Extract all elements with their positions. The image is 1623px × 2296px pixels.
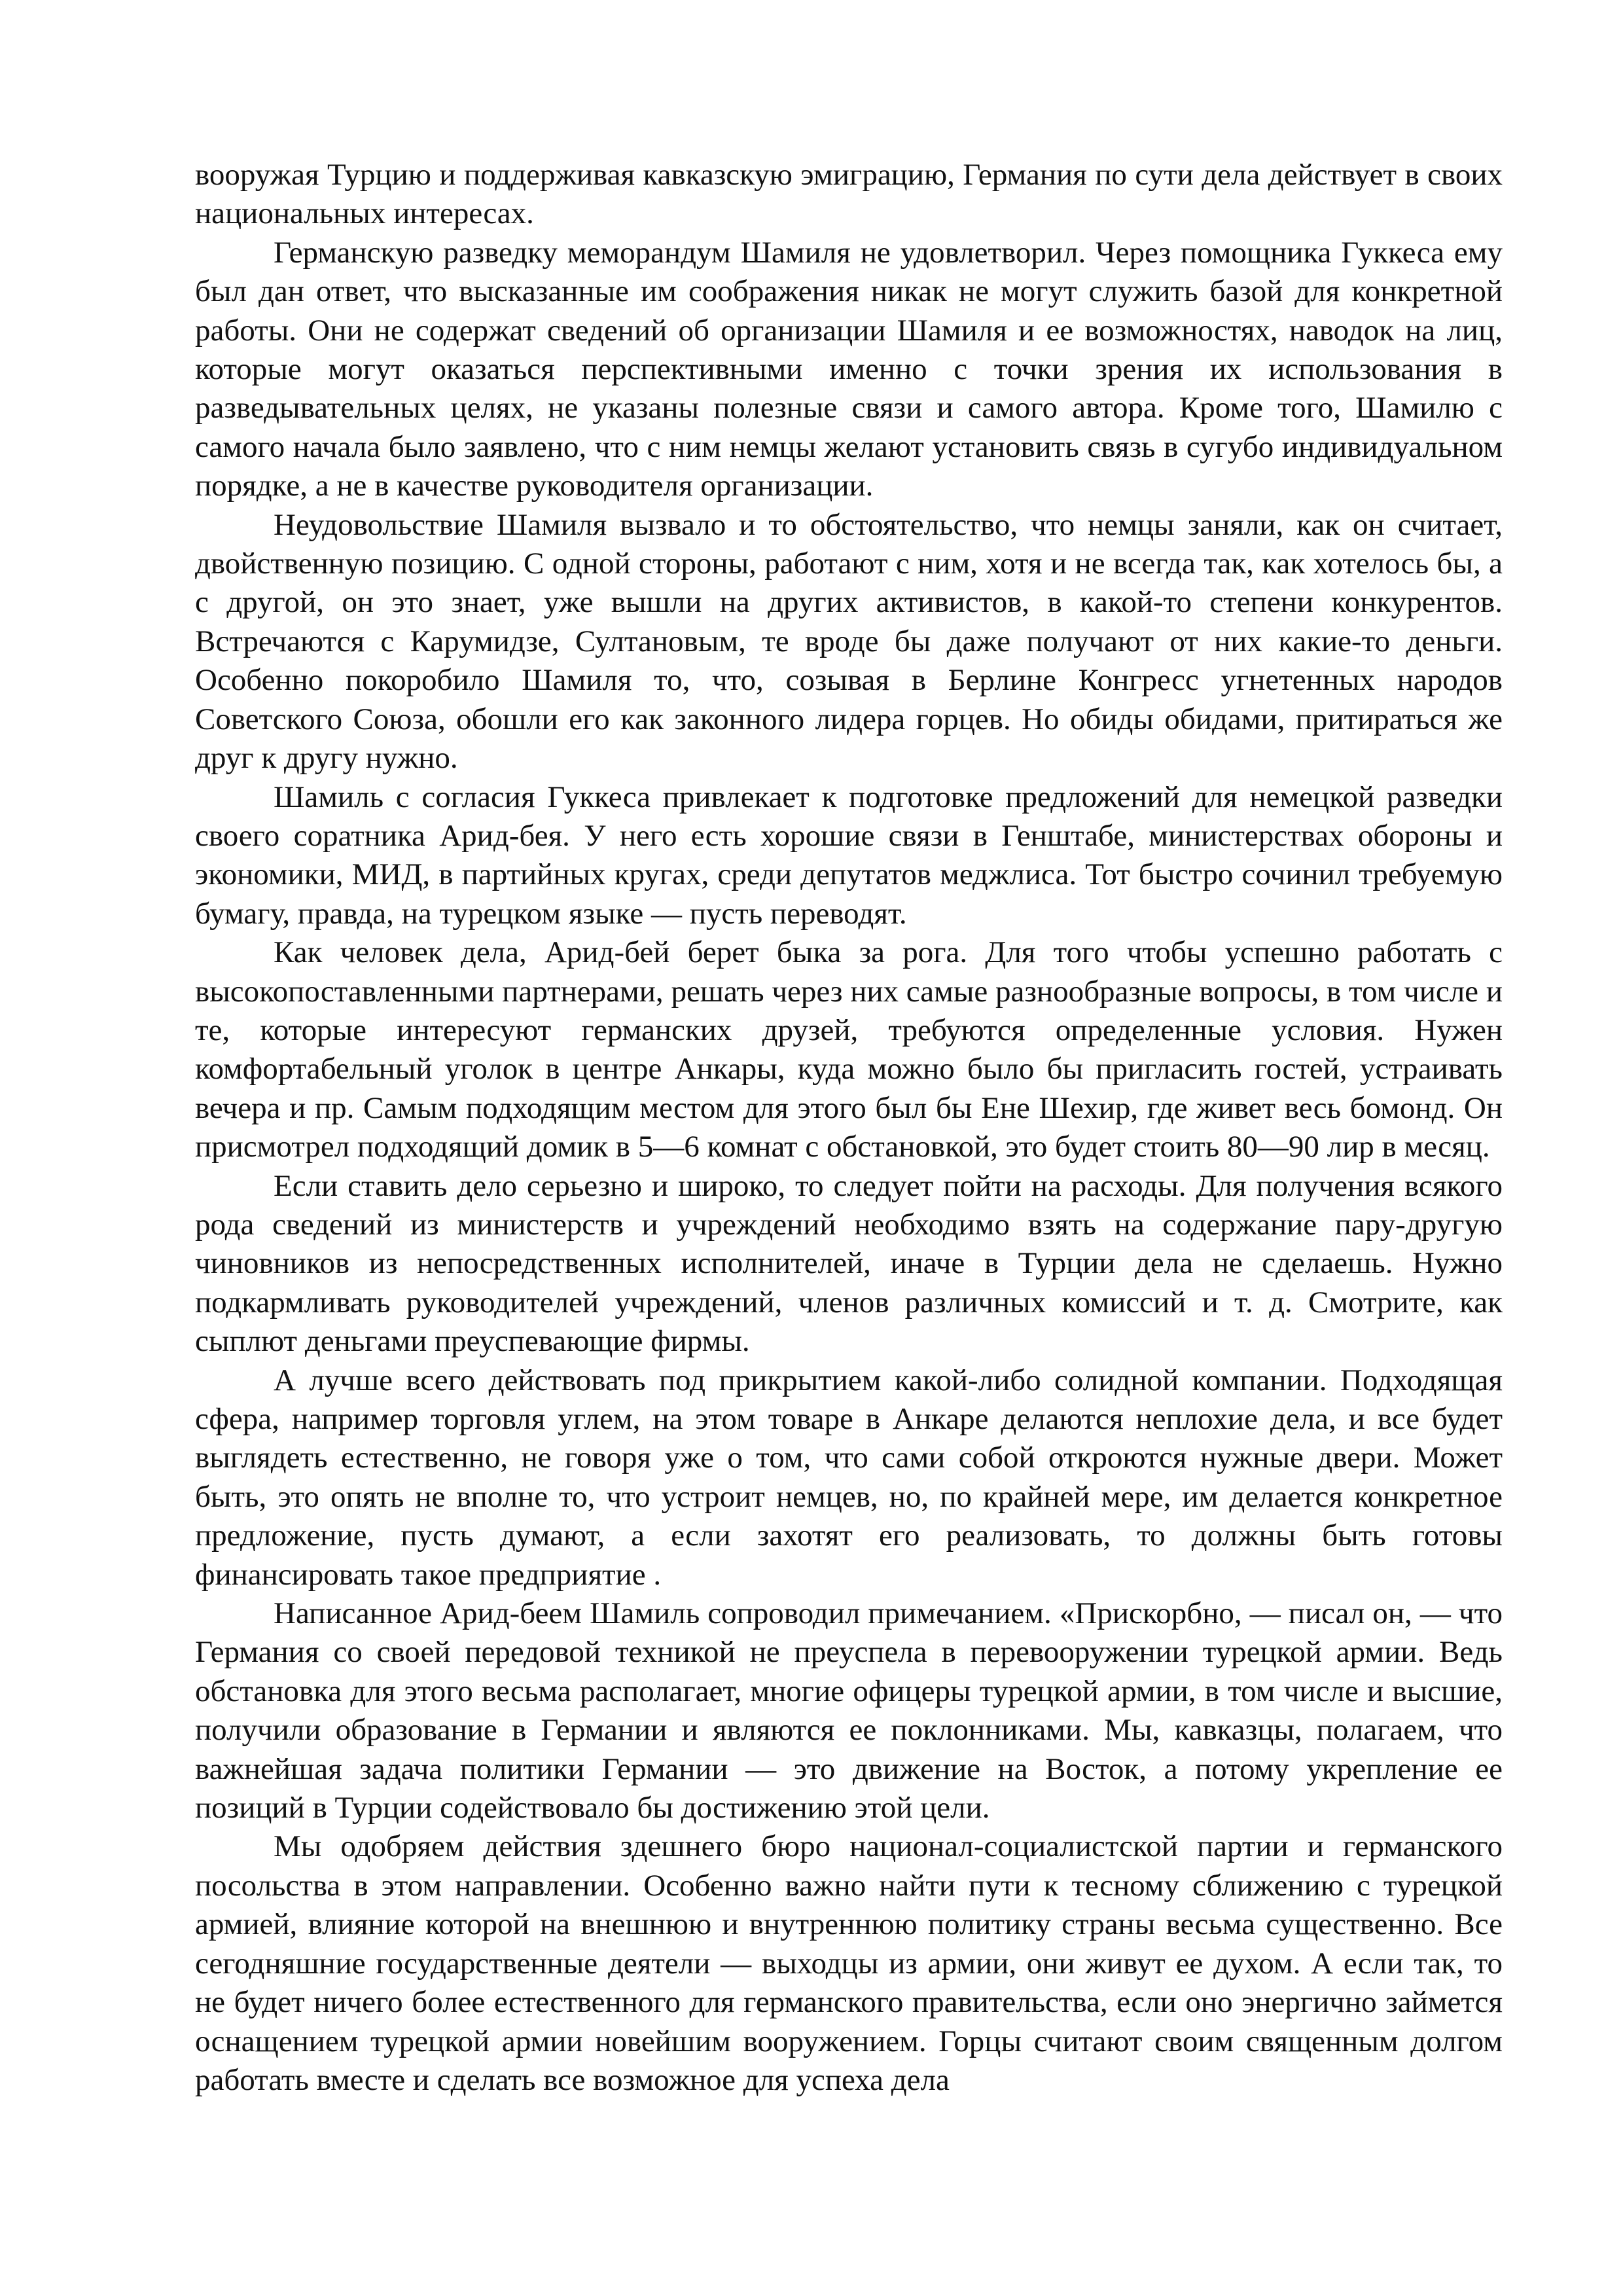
paragraph-ankara-house: Как человек дела, Арид-бей берет быка за рога. Для того чтобы успешно работать с высокопоставленными партнерами, решать через них самые разнообразные вопросы, в том числе и те, которые интересуют германских друзей, требуются определенные условия. Нужен комфортабельный уголок в центре Анкары, куда можно было бы пригласить гостей, устраивать вечера и пр. Самым подходящим местом для этого был бы Ене Шехир, где живет весь бомонд. Он присмотрел подходящий домик в 5—6 комнат с обстановкой, это будет стоить 80—90 лир в месяц.	[195, 935, 1503, 1164]
paragraph-arid-bey-involvement: Шамиль с согласия Гуккеса привлекает к подготовке предложений для немецкой разведки своего соратника Арид-бея. У него есть хорошие связи в Генштабе, министерствах обороны и экономики, МИД, в партийных кругах, среди депутатов меджлиса. Тот быстро сочинил требуемую бумагу, правда, на турецком языке — пусть переводят.	[195, 780, 1503, 931]
paragraph-expenses: Если ставить дело серьезно и широко, то следует пойти на расходы. Для получения всякого рода сведений из министерств и учреждений необходимо взять на содержание пару-другую чиновников из непосредственных исполнителей, иначе в Турции дела не сделаешь. Нужно подкармливать руководителей учреждений, членов различных комиссий и т. д. Смотрите, как сыплют деньгами преуспевающие фирмы.	[195, 1168, 1503, 1359]
document-body-text	[195, 156, 1503, 2100]
paragraph-coal-company: А лучше всего действовать под прикрытием какой-либо солидной компании. Подходящая сфера, например торговля углем, на этом товаре в Анкаре делаются неплохие дела, и все будет выглядеть естественно, не говоря уже о том, что сами собой откроются нужные двери. Может быть, это опять не вполне то, что устроит немцев, но, по крайней мере, им делается конкретное предложение, пусть думают, а если захотят его реализовать, то должны быть готовы финансировать такое предприятие .	[195, 1363, 1503, 1592]
paragraph-shamil-displeasure: Неудовольствие Шамиля вызвало и то обстоятельство, что немцы заняли, как он считает, двойственную позицию. С одной стороны, работают с ним, хотя и не всегда так, как хотелось бы, а с другой, он это знает, уже вышли на других активистов, в какой-то степени конкурентов. Встречаются с Карумидзе, Султановым, те вроде бы даже получают от них какие-то деньги. Особенно покоробило Шамиля то, что, созывая в Берлине Конгресс угнетенных народов Советского Союза, обошли его как законного лидера горцев. Но обиды обидами, притираться же друг к другу нужно.	[195, 507, 1503, 776]
paragraph-continuation: вооружая Турцию и поддерживая кавказскую эмиграцию, Германия по сути дела действует в своих национальных интересах.	[195, 158, 1503, 231]
paragraph-shamil-note: Написанное Арид-беем Шамиль сопроводил примечанием. «Прискорбно, — писал он, — что Германия со своей передовой техникой не преуспела в перевооружении турецкой армии. Ведь обстановка для этого весьма располагает, многие офицеры турецкой армии, в том числе и высшие, получили образование в Германии и являются ее поклонниками. Мы, кавказцы, полагаем, что важнейшая задача политики Германии — это движение на Восток, а потому укрепление ее позиций в Турции содействовало бы достижению этой цели.	[195, 1596, 1503, 1825]
paragraph-memorandum-response: Германскую разведку меморандум Шамиля не удовлетворил. Через помощника Гуккеса ему был дан ответ, что высказанные им соображения никак не могут служить базой для конкретной работы. Они не содержат сведений об организации Шамиля и ее возможностях, наводок на лиц, которые могут оказаться перспективными именно с точки зрения их использования в разведывательных целях, не указаны полезные связи и самого автора. Кроме того, Шамилю с самого начала было заявлено, что с ним немцы желают установить связь в сугубо индивидуальном порядке, а не в качестве руководителя организации.	[195, 235, 1503, 503]
paragraph-party-bureau: Мы одобряем действия здешнего бюро национал-социалистской партии и германского посольства в этом направлении. Особенно важно найти пути к тесному сближению с турецкой армией, влияние которой на внешнюю и внутреннюю политику страны весьма существенно. Все сегодняшние государственные деятели — выходцы из армии, они живут ее духом. А если так, то не будет ничего более естественного для германского правительства, если оно энергично займется оснащением турецкой армии новейшим вооружением. Горцы считают своим священным долгом работать вместе и сделать все возможное для успеха дела	[195, 1829, 1503, 2097]
